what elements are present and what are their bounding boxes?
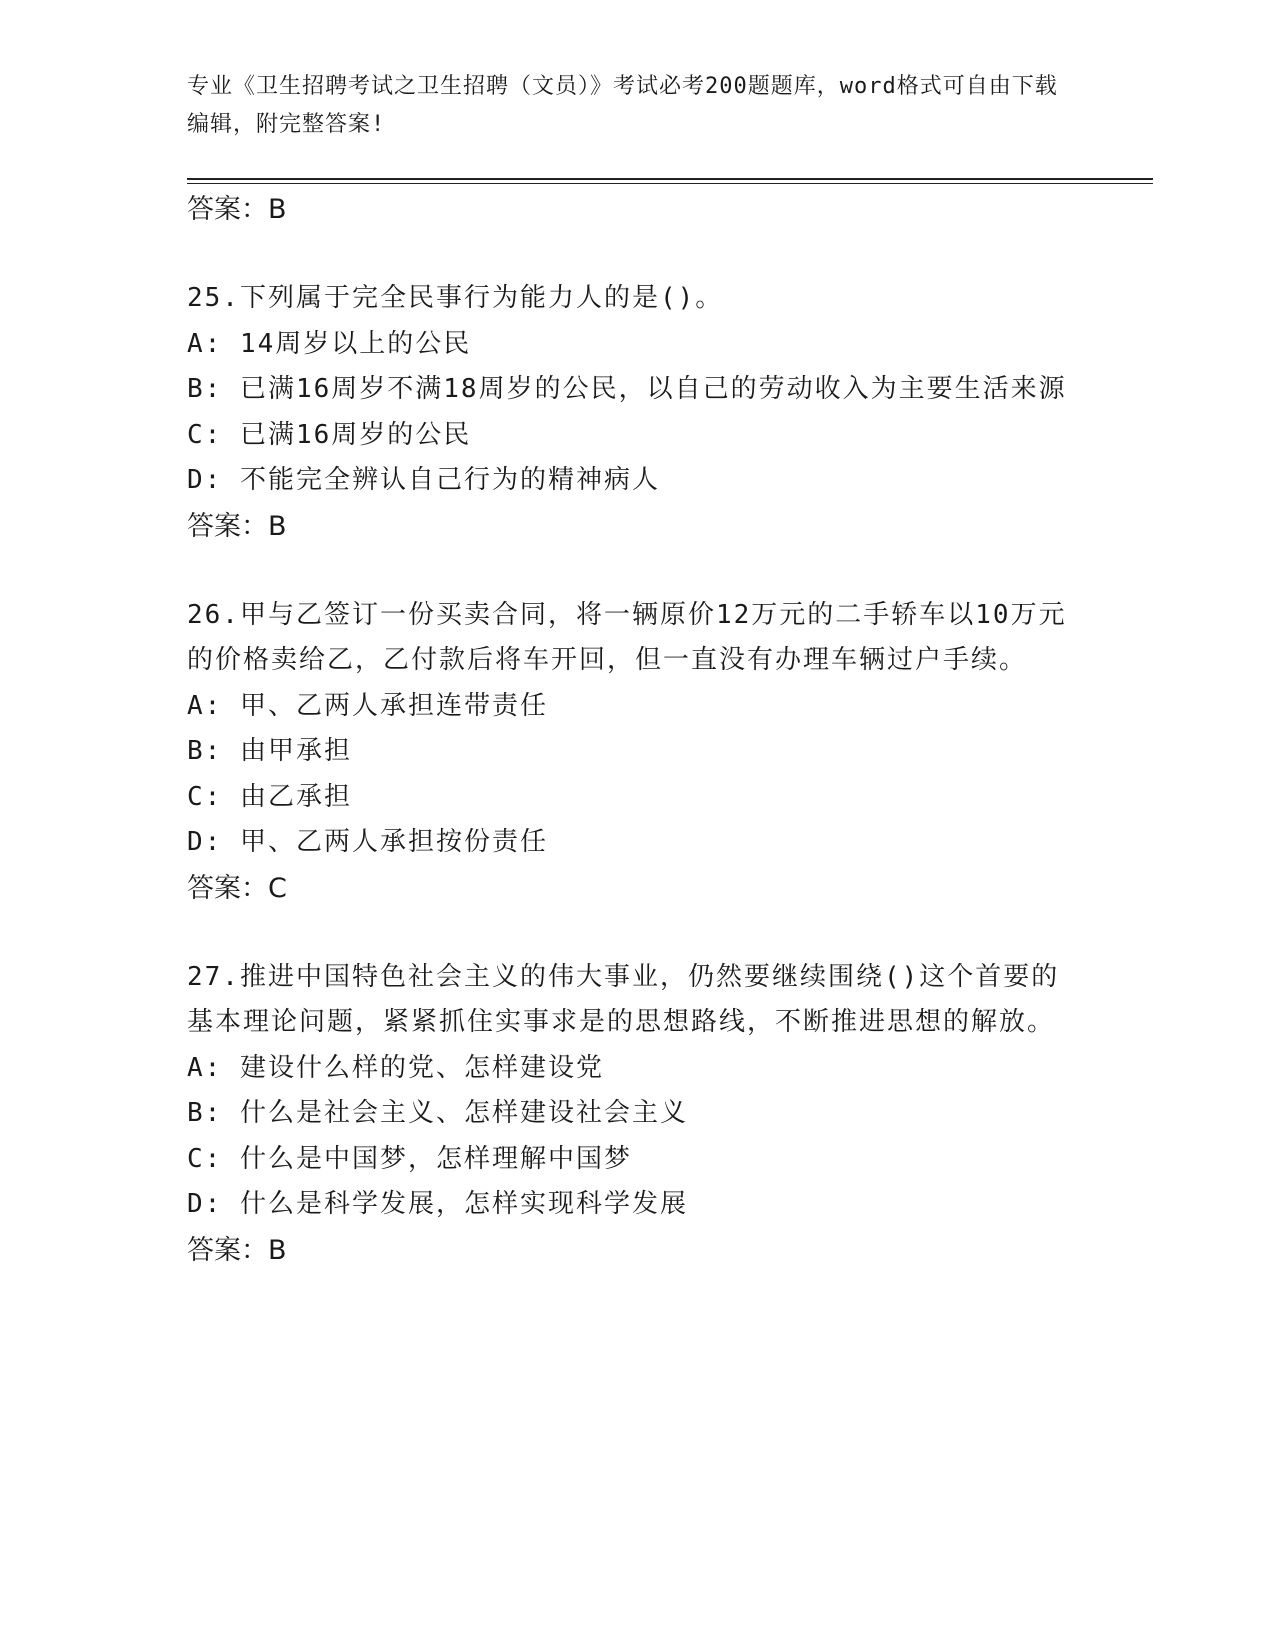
- previous-answer: 答案：B: [187, 194, 287, 225]
- question-text: 26.甲与乙签订一份买卖合同，将一辆原价12万元的二手轿车以10万元的价格卖给乙，乙付款后将车开回，但一直没有办理车辆过户手续。: [187, 599, 1067, 675]
- page-header: 专业《卫生招聘考试之卫生招聘（文员）》考试必考200题题库，word格式可自由下载编辑，附完整答案!: [187, 74, 1058, 137]
- header-divider-thin: [187, 183, 1153, 184]
- option-d: D: 甲、乙两人承担按份责任: [187, 827, 548, 857]
- header-divider-thick: [187, 178, 1153, 180]
- question-26: [187, 593, 1087, 911]
- question-27: [187, 955, 1087, 1273]
- option-c: C: 已满16周岁的公民: [187, 419, 472, 450]
- question-list: [187, 187, 1087, 1273]
- answer: 答案：B: [187, 510, 287, 542]
- option-a: A: 14周岁以上的公民: [187, 328, 472, 359]
- option-a: A: 甲、乙两人承担连带责任: [187, 690, 548, 721]
- option-d: D: 什么是科学发展，怎样实现科学发展: [187, 1189, 688, 1219]
- question-25: [187, 276, 1087, 549]
- option-d: D: 不能完全辨认自己行为的精神病人: [187, 465, 660, 495]
- question-text: 25.下列属于完全民事行为能力人的是()。: [187, 283, 724, 313]
- option-b: B: 已满16周岁不满18周岁的公民，以自己的劳动收入为主要生活来源: [187, 374, 1067, 404]
- answer: 答案：C: [187, 872, 287, 904]
- option-b: B: 什么是社会主义、怎样建设社会主义: [187, 1098, 688, 1128]
- answer: 答案：B: [187, 1234, 287, 1266]
- question-text: 27.推进中国特色社会主义的伟大事业，仍然要继续围绕()这个首要的基本理论问题，紧紧抓住实事求是的思想路线，不断推进思想的解放。: [187, 961, 1060, 1037]
- option-a: A: 建设什么样的党、怎样建设党: [187, 1052, 604, 1083]
- option-b: B: 由甲承担: [187, 736, 352, 766]
- option-c: C: 由乙承担: [187, 781, 352, 812]
- option-c: C: 什么是中国梦，怎样理解中国梦: [187, 1143, 632, 1174]
